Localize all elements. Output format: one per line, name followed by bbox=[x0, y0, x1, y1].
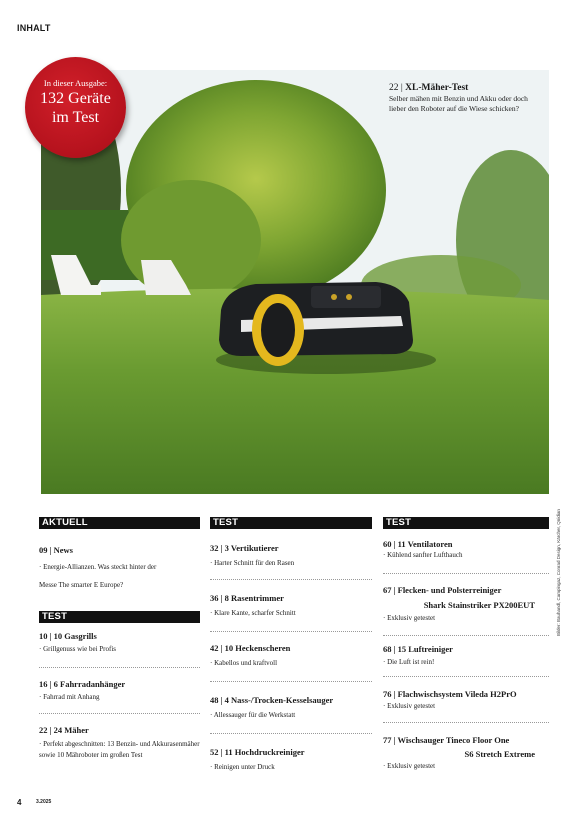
toc-entry-rasentrimmer[interactable]: 36 | 8 Rasentrimmer · Klare Kante, scharfer Schnitt bbox=[210, 593, 296, 617]
section-heading-aktuell: AKTUELL bbox=[39, 517, 200, 529]
column-test-mid bbox=[210, 517, 372, 797]
issue-badge bbox=[25, 57, 126, 158]
divider bbox=[210, 579, 372, 580]
divider bbox=[383, 635, 549, 636]
toc-entry-ventilatoren[interactable]: 60 | 11 Ventilatoren · Kühlend sanfter Lufthauch bbox=[383, 539, 463, 559]
section-heading-test-mid: TEST bbox=[210, 517, 372, 529]
divider bbox=[39, 713, 200, 714]
toc-entry-flachwischsystem[interactable]: 76 | Flachwischsystem Vileda H2PrO · Exklusiv getestet bbox=[383, 689, 517, 710]
photo-credits: Bilder: Bauhandl, Campingaz, Conrad Design, Kärcher, Qnidian bbox=[556, 509, 561, 636]
section-label: INHALT bbox=[17, 23, 51, 33]
toc-entry-kesselsauger[interactable]: 48 | 4 Nass-/Trocken-Kesselsauger · Allessauger für die Werkstatt bbox=[210, 695, 334, 719]
divider bbox=[383, 722, 549, 723]
toc-entry-polsterreiniger[interactable]: 67 | Flecken- und Polsterreiniger Shark Stainstriker PX200EUT · Exklusiv getestet bbox=[383, 585, 535, 622]
divider bbox=[383, 676, 549, 677]
hero-caption[interactable] bbox=[389, 83, 539, 114]
hero-description: Selber mähen mit Benzin und Akku oder doch lieber den Roboter auf die Wiese schicken? bbox=[389, 94, 528, 113]
page-number: 4 bbox=[17, 798, 22, 807]
column-aktuell bbox=[39, 517, 200, 797]
badge-count: 132 Geräte im Test bbox=[40, 90, 111, 126]
divider bbox=[210, 733, 372, 734]
toc-entry-fahrradanhaenger[interactable]: 16 | 6 Fahrradanhänger · Fahrrad mit Anhang bbox=[39, 679, 126, 701]
section-heading-test-left: TEST bbox=[39, 611, 200, 623]
toc-entry-hochdruckreiniger[interactable]: 52 | 11 Hochdruckreiniger · Reinigen unter Druck bbox=[210, 747, 305, 771]
issue-number: 3.2025 bbox=[36, 799, 52, 805]
hero-title: 22 | XL-Mäher-Test bbox=[389, 83, 469, 93]
divider bbox=[383, 573, 549, 574]
divider bbox=[210, 631, 372, 632]
column-test-right bbox=[383, 517, 549, 797]
section-heading-test-right: TEST bbox=[383, 517, 549, 529]
toc-entry-gasgrills[interactable]: 10 | 10 Gasgrills · Grillgenuss wie bei Profis bbox=[39, 631, 116, 653]
divider bbox=[210, 681, 372, 682]
divider bbox=[39, 667, 200, 668]
toc-entry-heckenscheren[interactable]: 42 | 10 Heckenscheren · Kabellos und kraftvoll bbox=[210, 643, 291, 667]
toc-entry-luftreiniger[interactable]: 68 | 15 Luftreiniger · Die Luft ist rein! bbox=[383, 644, 453, 666]
toc-entry-maeher[interactable]: 22 | 24 Mäher · Perfekt abgeschnitten: 13 Benzin- und Akkurasenmäher sowie 10 Mähroboter im großen Test bbox=[39, 725, 200, 759]
toc-entry-news[interactable]: 09 | News · Energie-Allianzen. Was steckt hinter der Messe The smarter E Europe? bbox=[39, 545, 157, 589]
badge-intro: In dieser Ausgabe: bbox=[43, 78, 108, 88]
toc-entry-vertikutierer[interactable]: 32 | 3 Vertikutierer · Harter Schnitt für den Rasen bbox=[210, 543, 295, 567]
toc-entry-wischsauger[interactable]: 77 | Wischsauger Tineco Floor One S6 Stretch Extreme · Exklusiv getestet bbox=[383, 735, 535, 770]
